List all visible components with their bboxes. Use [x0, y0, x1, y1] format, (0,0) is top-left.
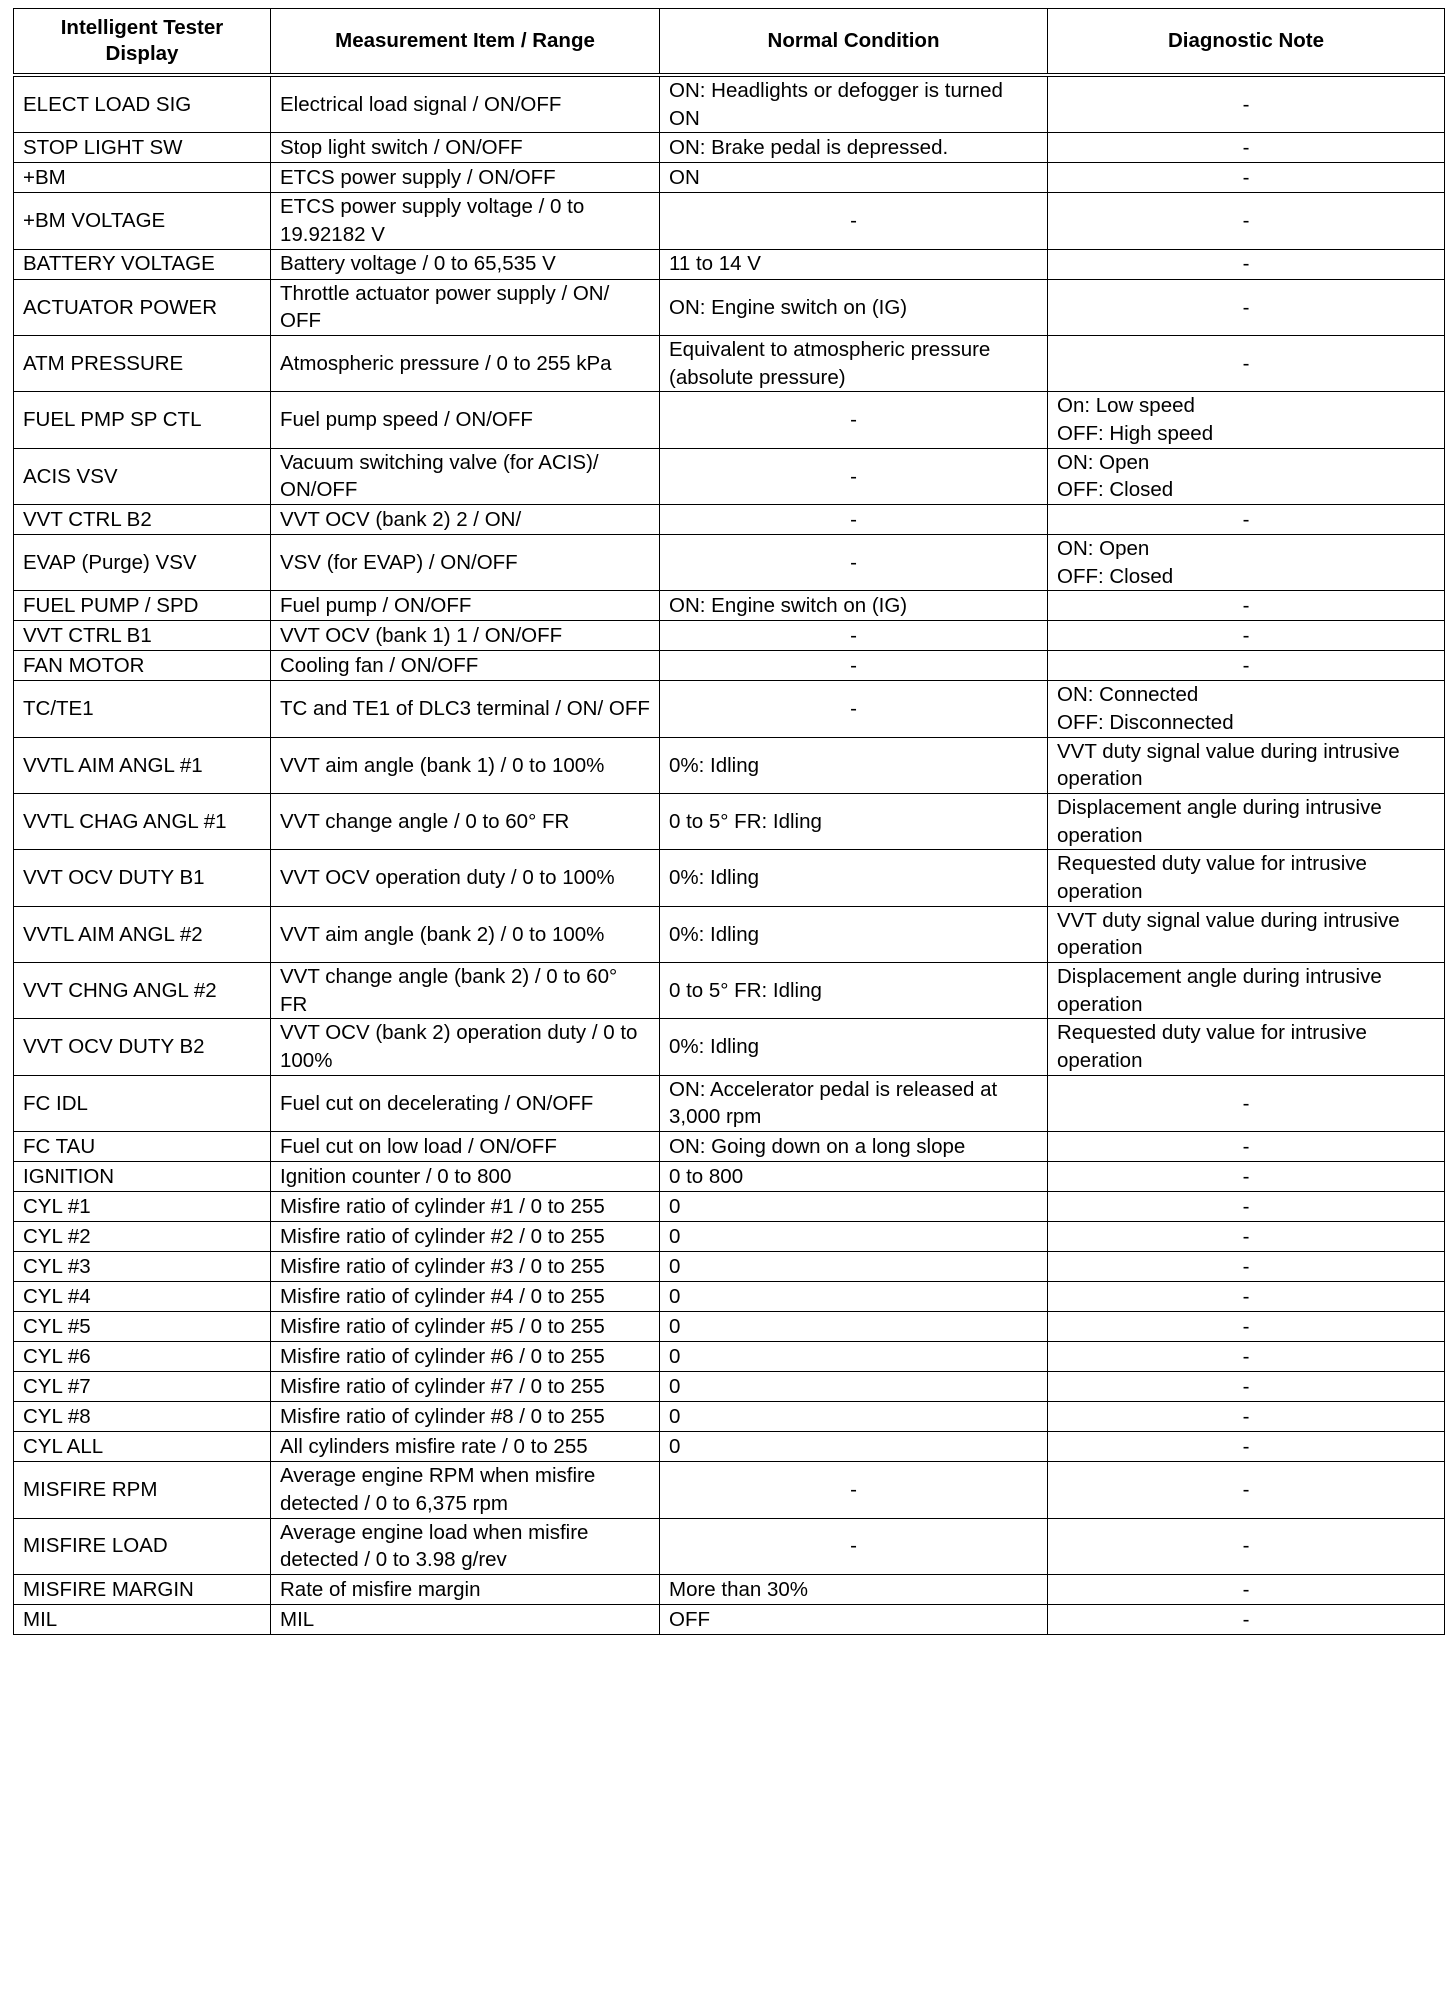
cell-display: ELECT LOAD SIG	[14, 75, 271, 133]
data-list-table	[13, 8, 1445, 1635]
cell-normal-condition: 0%: Idling	[660, 850, 1048, 906]
cell-display: MISFIRE MARGIN	[14, 1574, 271, 1604]
cell-normal-condition: ON: Accelerator pedal is released at 3,000 rpm	[660, 1075, 1048, 1131]
cell-measurement-item: All cylinders misfire rate / 0 to 255	[271, 1432, 660, 1462]
table-row	[14, 1574, 1445, 1604]
cell-measurement-item: Fuel cut on low load / ON/OFF	[271, 1132, 660, 1162]
cell-display: EVAP (Purge) VSV	[14, 535, 271, 591]
cell-diagnostic-note: -	[1048, 651, 1445, 681]
cell-measurement-item: Misfire ratio of cylinder #5 / 0 to 255	[271, 1312, 660, 1342]
header-display: Intelligent Tester Display	[14, 9, 271, 76]
cell-display: ATM PRESSURE	[14, 336, 271, 392]
cell-normal-condition: 11 to 14 V	[660, 249, 1048, 279]
cell-normal-condition: -	[660, 448, 1048, 504]
cell-display: CYL #8	[14, 1402, 271, 1432]
cell-diagnostic-note: -	[1048, 1342, 1445, 1372]
table-header	[14, 9, 1445, 76]
cell-display: VVT OCV DUTY B1	[14, 850, 271, 906]
table-row	[14, 1342, 1445, 1372]
cell-diagnostic-note: ON: Open OFF: Closed	[1048, 535, 1445, 591]
cell-display: STOP LIGHT SW	[14, 133, 271, 163]
cell-normal-condition: ON: Headlights or defogger is turned ON	[660, 75, 1048, 133]
cell-diagnostic-note: -	[1048, 591, 1445, 621]
table-row	[14, 1252, 1445, 1282]
cell-normal-condition: -	[660, 681, 1048, 737]
table-row	[14, 1019, 1445, 1075]
cell-diagnostic-note: Displacement angle during intrusive operation	[1048, 794, 1445, 850]
cell-measurement-item: Cooling fan / ON/OFF	[271, 651, 660, 681]
cell-display: MIL	[14, 1604, 271, 1634]
cell-measurement-item: Vacuum switching valve (for ACIS)/ ON/OFF	[271, 448, 660, 504]
cell-measurement-item: VSV (for EVAP) / ON/OFF	[271, 535, 660, 591]
cell-display: CYL #2	[14, 1222, 271, 1252]
cell-measurement-item: Misfire ratio of cylinder #8 / 0 to 255	[271, 1402, 660, 1432]
table-row	[14, 392, 1445, 448]
cell-normal-condition: 0	[660, 1192, 1048, 1222]
cell-normal-condition: Equivalent to atmospheric pressure (absolute pressure)	[660, 336, 1048, 392]
cell-normal-condition: ON: Brake pedal is depressed.	[660, 133, 1048, 163]
cell-display: VVTL AIM ANGL #1	[14, 737, 271, 793]
cell-measurement-item: Misfire ratio of cylinder #2 / 0 to 255	[271, 1222, 660, 1252]
cell-display: VVT CTRL B2	[14, 505, 271, 535]
table-row	[14, 963, 1445, 1019]
cell-diagnostic-note: -	[1048, 1574, 1445, 1604]
cell-measurement-item: Battery voltage / 0 to 65,535 V	[271, 249, 660, 279]
cell-normal-condition: 0	[660, 1402, 1048, 1432]
cell-measurement-item: Misfire ratio of cylinder #7 / 0 to 255	[271, 1372, 660, 1402]
table-row	[14, 1402, 1445, 1432]
cell-measurement-item: Average engine RPM when misfire detected / 0 to 6,375 rpm	[271, 1462, 660, 1518]
cell-normal-condition: 0 to 5° FR: Idling	[660, 794, 1048, 850]
table-row	[14, 1162, 1445, 1192]
cell-display: +BM	[14, 163, 271, 193]
cell-normal-condition: 0	[660, 1372, 1048, 1402]
cell-measurement-item: Misfire ratio of cylinder #1 / 0 to 255	[271, 1192, 660, 1222]
cell-measurement-item: VVT OCV operation duty / 0 to 100%	[271, 850, 660, 906]
table-row	[14, 535, 1445, 591]
cell-measurement-item: Average engine load when misfire detected / 0 to 3.98 g/rev	[271, 1518, 660, 1574]
cell-diagnostic-note: -	[1048, 1192, 1445, 1222]
cell-measurement-item: VVT aim angle (bank 2) / 0 to 100%	[271, 906, 660, 962]
table-row	[14, 1132, 1445, 1162]
cell-diagnostic-note: -	[1048, 1372, 1445, 1402]
cell-measurement-item: Fuel pump speed / ON/OFF	[271, 392, 660, 448]
cell-diagnostic-note: ON: Connected OFF: Disconnected	[1048, 681, 1445, 737]
cell-measurement-item: Misfire ratio of cylinder #3 / 0 to 255	[271, 1252, 660, 1282]
cell-normal-condition: -	[660, 621, 1048, 651]
cell-measurement-item: VVT change angle / 0 to 60° FR	[271, 794, 660, 850]
cell-diagnostic-note: -	[1048, 1162, 1445, 1192]
table-body	[14, 75, 1445, 1634]
table-row	[14, 737, 1445, 793]
cell-diagnostic-note: -	[1048, 1402, 1445, 1432]
cell-measurement-item: Electrical load signal / ON/OFF	[271, 75, 660, 133]
table-row	[14, 1075, 1445, 1131]
cell-diagnostic-note: -	[1048, 1432, 1445, 1462]
cell-display: FC IDL	[14, 1075, 271, 1131]
cell-measurement-item: VVT OCV (bank 2) 2 / ON/	[271, 505, 660, 535]
header-measurement-item: Measurement Item / Range	[271, 9, 660, 76]
table-row	[14, 621, 1445, 651]
cell-normal-condition: 0%: Idling	[660, 1019, 1048, 1075]
cell-display: VVTL AIM ANGL #2	[14, 906, 271, 962]
cell-diagnostic-note: ON: Open OFF: Closed	[1048, 448, 1445, 504]
table-row	[14, 591, 1445, 621]
cell-display: CYL #1	[14, 1192, 271, 1222]
cell-measurement-item: Atmospheric pressure / 0 to 255 kPa	[271, 336, 660, 392]
cell-measurement-item: Rate of misfire margin	[271, 1574, 660, 1604]
cell-diagnostic-note: Displacement angle during intrusive operation	[1048, 963, 1445, 1019]
cell-display: ACTUATOR POWER	[14, 279, 271, 335]
cell-normal-condition: 0%: Idling	[660, 737, 1048, 793]
table-row	[14, 1604, 1445, 1634]
cell-normal-condition: -	[660, 392, 1048, 448]
cell-normal-condition: -	[660, 1518, 1048, 1574]
cell-measurement-item: Ignition counter / 0 to 800	[271, 1162, 660, 1192]
table-row	[14, 1192, 1445, 1222]
cell-normal-condition: 0 to 800	[660, 1162, 1048, 1192]
cell-display: CYL #5	[14, 1312, 271, 1342]
cell-measurement-item: VVT OCV (bank 2) operation duty / 0 to 100%	[271, 1019, 660, 1075]
cell-diagnostic-note: -	[1048, 249, 1445, 279]
cell-normal-condition: ON: Engine switch on (IG)	[660, 279, 1048, 335]
cell-diagnostic-note: -	[1048, 163, 1445, 193]
cell-diagnostic-note: Requested duty value for intrusive operation	[1048, 850, 1445, 906]
cell-diagnostic-note: -	[1048, 505, 1445, 535]
cell-diagnostic-note: -	[1048, 1075, 1445, 1131]
table-row	[14, 279, 1445, 335]
cell-normal-condition: -	[660, 505, 1048, 535]
cell-normal-condition: 0%: Idling	[660, 906, 1048, 962]
table-row	[14, 448, 1445, 504]
cell-normal-condition: -	[660, 535, 1048, 591]
table-row	[14, 1372, 1445, 1402]
cell-measurement-item: VVT OCV (bank 1) 1 / ON/OFF	[271, 621, 660, 651]
table-row	[14, 850, 1445, 906]
cell-diagnostic-note: -	[1048, 1282, 1445, 1312]
cell-display: CYL #4	[14, 1282, 271, 1312]
cell-display: MISFIRE RPM	[14, 1462, 271, 1518]
cell-diagnostic-note: -	[1048, 336, 1445, 392]
header-normal-condition: Normal Condition	[660, 9, 1048, 76]
table-row	[14, 906, 1445, 962]
table-row	[14, 75, 1445, 133]
cell-diagnostic-note: -	[1048, 133, 1445, 163]
cell-display: IGNITION	[14, 1162, 271, 1192]
cell-diagnostic-note: -	[1048, 193, 1445, 249]
cell-measurement-item: Fuel pump / ON/OFF	[271, 591, 660, 621]
cell-display: +BM VOLTAGE	[14, 193, 271, 249]
cell-measurement-item: MIL	[271, 1604, 660, 1634]
cell-normal-condition: ON: Engine switch on (IG)	[660, 591, 1048, 621]
table-row	[14, 681, 1445, 737]
cell-diagnostic-note: -	[1048, 279, 1445, 335]
cell-display: CYL #6	[14, 1342, 271, 1372]
cell-display: CYL ALL	[14, 1432, 271, 1462]
cell-display: FUEL PMP SP CTL	[14, 392, 271, 448]
cell-normal-condition: 0	[660, 1282, 1048, 1312]
cell-diagnostic-note: -	[1048, 1462, 1445, 1518]
cell-diagnostic-note: -	[1048, 621, 1445, 651]
cell-normal-condition: 0	[660, 1222, 1048, 1252]
cell-measurement-item: ETCS power supply / ON/OFF	[271, 163, 660, 193]
cell-normal-condition: -	[660, 651, 1048, 681]
table-row	[14, 336, 1445, 392]
table-row	[14, 1312, 1445, 1342]
cell-display: VVTL CHAG ANGL #1	[14, 794, 271, 850]
cell-normal-condition: 0 to 5° FR: Idling	[660, 963, 1048, 1019]
table-row	[14, 505, 1445, 535]
cell-normal-condition: OFF	[660, 1604, 1048, 1634]
cell-display: VVT CHNG ANGL #2	[14, 963, 271, 1019]
table-row	[14, 133, 1445, 163]
cell-measurement-item: Throttle actuator power supply / ON/ OFF	[271, 279, 660, 335]
cell-display: VVT OCV DUTY B2	[14, 1019, 271, 1075]
cell-measurement-item: Stop light switch / ON/OFF	[271, 133, 660, 163]
cell-measurement-item: Fuel cut on decelerating / ON/OFF	[271, 1075, 660, 1131]
cell-diagnostic-note: -	[1048, 1604, 1445, 1634]
cell-normal-condition: ON: Going down on a long slope	[660, 1132, 1048, 1162]
cell-measurement-item: Misfire ratio of cylinder #6 / 0 to 255	[271, 1342, 660, 1372]
cell-diagnostic-note: -	[1048, 1222, 1445, 1252]
table-row	[14, 1462, 1445, 1518]
cell-measurement-item: Misfire ratio of cylinder #4 / 0 to 255	[271, 1282, 660, 1312]
header-diagnostic-note: Diagnostic Note	[1048, 9, 1445, 76]
table-row	[14, 163, 1445, 193]
cell-diagnostic-note: VVT duty signal value during intrusive operation	[1048, 906, 1445, 962]
cell-display: CYL #7	[14, 1372, 271, 1402]
cell-diagnostic-note: -	[1048, 1518, 1445, 1574]
cell-normal-condition: -	[660, 1462, 1048, 1518]
table-row	[14, 1432, 1445, 1462]
table-row	[14, 794, 1445, 850]
cell-diagnostic-note: -	[1048, 1252, 1445, 1282]
table-row	[14, 651, 1445, 681]
table-row	[14, 193, 1445, 249]
cell-diagnostic-note: -	[1048, 1132, 1445, 1162]
cell-normal-condition: 0	[660, 1432, 1048, 1462]
cell-normal-condition: More than 30%	[660, 1574, 1048, 1604]
table-row	[14, 249, 1445, 279]
cell-display: TC/TE1	[14, 681, 271, 737]
table-row	[14, 1222, 1445, 1252]
table-row	[14, 1518, 1445, 1574]
cell-measurement-item: ETCS power supply voltage / 0 to 19.92182 V	[271, 193, 660, 249]
cell-normal-condition: -	[660, 193, 1048, 249]
cell-measurement-item: VVT change angle (bank 2) / 0 to 60° FR	[271, 963, 660, 1019]
cell-measurement-item: TC and TE1 of DLC3 terminal / ON/ OFF	[271, 681, 660, 737]
cell-display: FC TAU	[14, 1132, 271, 1162]
cell-measurement-item: VVT aim angle (bank 1) / 0 to 100%	[271, 737, 660, 793]
cell-normal-condition: 0	[660, 1312, 1048, 1342]
cell-display: FUEL PUMP / SPD	[14, 591, 271, 621]
cell-diagnostic-note: On: Low speed OFF: High speed	[1048, 392, 1445, 448]
cell-normal-condition: 0	[660, 1342, 1048, 1372]
cell-diagnostic-note: Requested duty value for intrusive operation	[1048, 1019, 1445, 1075]
header-row	[14, 9, 1445, 76]
cell-normal-condition: ON	[660, 163, 1048, 193]
cell-diagnostic-note: -	[1048, 1312, 1445, 1342]
cell-normal-condition: 0	[660, 1252, 1048, 1282]
cell-diagnostic-note: -	[1048, 75, 1445, 133]
cell-display: FAN MOTOR	[14, 651, 271, 681]
table-row	[14, 1282, 1445, 1312]
cell-display: CYL #3	[14, 1252, 271, 1282]
cell-display: VVT CTRL B1	[14, 621, 271, 651]
cell-diagnostic-note: VVT duty signal value during intrusive operation	[1048, 737, 1445, 793]
cell-display: MISFIRE LOAD	[14, 1518, 271, 1574]
cell-display: ACIS VSV	[14, 448, 271, 504]
cell-display: BATTERY VOLTAGE	[14, 249, 271, 279]
